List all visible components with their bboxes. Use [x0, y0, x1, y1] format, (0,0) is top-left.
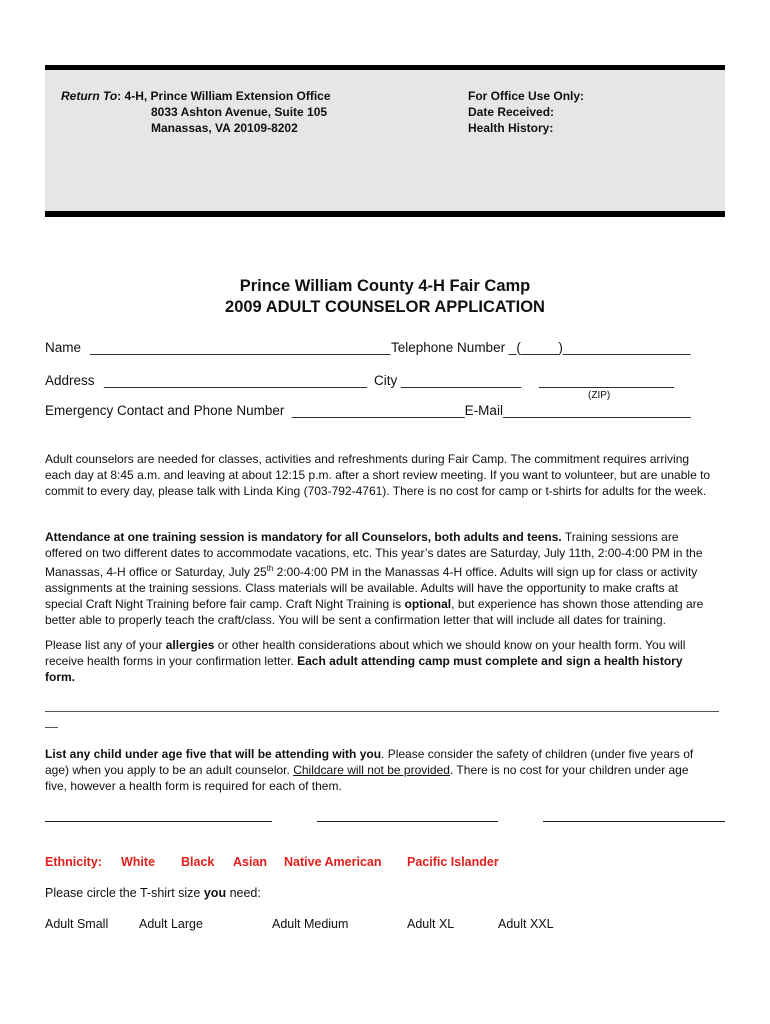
child-answer-line-1[interactable] — [45, 821, 272, 822]
intro-line: each day at 8:45 a.m. and leaving at about 12:15 p.m. after a short review meeting. If you want to volunteer, but are unable to — [45, 468, 711, 482]
child-answer-line-3[interactable] — [543, 821, 725, 822]
child-answer-line-2[interactable] — [317, 821, 498, 822]
date-received-label: Date Received: — [468, 105, 555, 119]
child-paragraph — [45, 746, 730, 794]
allergy-answer-line[interactable] — [45, 711, 719, 712]
ethnicity-option-pacific-islander[interactable]: Pacific Islander — [407, 855, 499, 869]
ethnicity-label: Ethnicity: — [45, 855, 102, 869]
allergy-paragraph — [45, 637, 730, 685]
tshirt-size-xxl[interactable]: Adult XXL — [498, 917, 554, 931]
superscript: th — [266, 564, 274, 573]
allergies-bold: allergies — [165, 638, 215, 652]
return-to-label: Return To — [61, 89, 118, 103]
zip-label: (ZIP) — [588, 390, 611, 401]
tshirt-size-small[interactable]: Adult Small — [45, 917, 109, 931]
optional-bold: optional — [404, 597, 452, 611]
allergy-text: Please list any of your — [45, 638, 166, 652]
training-text: , but experience has shown those attending are — [451, 597, 704, 611]
return-to-line3: Manassas, VA 20109-8202 — [151, 121, 298, 135]
training-line — [45, 596, 730, 612]
training-line — [45, 529, 730, 545]
training-paragraph — [45, 529, 730, 628]
ethnicity-option-native-american[interactable]: Native American — [284, 855, 382, 869]
health-history-label: Health History: — [468, 121, 554, 135]
allergy-answer-line-end — [45, 727, 58, 728]
ethnicity-option-asian[interactable]: Asian — [233, 855, 268, 869]
child-line — [45, 746, 730, 762]
child-line — [45, 762, 730, 778]
child-text: age) when you apply to be an adult counselor. — [45, 763, 294, 777]
return-to-line2: 8033 Ashton Avenue, Suite 105 — [151, 105, 328, 119]
emergency-email-field[interactable]: _______________________E-Mail_________________________ — [292, 403, 691, 418]
tshirt-prompt-bold: you — [203, 886, 227, 900]
health-history-bold: Each adult attending camp must complete and sign a health history — [297, 654, 683, 668]
address-label: Address — [45, 373, 95, 388]
training-line: assignments at the training sessions. Class materials will be available. Adults will have the opportunity to make crafts at — [45, 581, 678, 595]
zip-field[interactable]: __________________ — [539, 373, 675, 388]
telephone-field[interactable]: Telephone Number _(_____)_________________ — [391, 340, 691, 355]
tshirt-prompt-text: Please circle the T-shirt size — [45, 886, 204, 900]
training-line: better able to properly teach the craft/class. You will be sent a confirmation letter that will include all dates for training. — [45, 613, 666, 627]
bottom-rule — [45, 211, 725, 217]
address-field[interactable]: ___________________________________ — [104, 373, 367, 388]
tshirt-size-xl[interactable]: Adult XL — [407, 917, 455, 931]
allergy-line — [45, 637, 730, 653]
name-field[interactable]: ________________________________________ — [90, 340, 391, 355]
training-text: 2:00-4:00 PM in the Manassas 4-H office. Adults will sign up for class or activity — [273, 565, 698, 579]
training-text: special Craft Night Training before fair camp. Craft Night Training is — [45, 597, 405, 611]
child-line: five, however a health form is required for each of them. — [45, 779, 342, 793]
intro-line: commit to every day, please talk with Linda King (703-792-4761). There is no cost for camp or t-shirts for adults for the week. — [45, 484, 707, 498]
allergy-line — [45, 653, 730, 669]
office-use-label: For Office Use Only: — [468, 89, 585, 103]
allergy-text: or other health considerations about which we should know on your health form. You will — [214, 638, 686, 652]
ethnicity-option-black[interactable]: Black — [181, 855, 215, 869]
name-label: Name — [45, 340, 82, 355]
emergency-label: Emergency Contact and Phone Number — [45, 403, 285, 418]
child-text: . Please consider the safety of children (under five years of — [381, 747, 694, 761]
training-line — [45, 561, 730, 580]
training-line: offered on two different dates to accommodate vacations, etc. This year’s dates are Saturday, July 11th, 2:00-4:00 PM in the — [45, 546, 703, 560]
intro-line: Adult counselors are needed for classes, activities and refreshments during Fair Camp. The commitment requires arriving — [45, 452, 690, 466]
page-subtitle: 2009 ADULT COUNSELOR APPLICATION — [225, 298, 545, 316]
tshirt-size-medium[interactable]: Adult Medium — [272, 917, 349, 931]
allergy-text: receive health forms in your confirmation letter. — [45, 654, 298, 668]
tshirt-prompt-text: need: — [226, 886, 261, 900]
intro-paragraph — [45, 451, 730, 499]
tshirt-prompt — [45, 886, 261, 900]
return-to-office: : 4-H, Prince William Extension Office — [117, 89, 331, 103]
child-text: . There is no cost for your children under age — [449, 763, 689, 777]
tshirt-size-large[interactable]: Adult Large — [139, 917, 203, 931]
training-text: Manassas, 4-H office or Saturday, July 25 — [45, 565, 267, 579]
return-to-line1 — [61, 88, 331, 104]
child-bold: List any child under age five that will be attending with you — [45, 747, 382, 761]
ethnicity-option-white[interactable]: White — [121, 855, 156, 869]
allergy-line — [45, 669, 730, 685]
training-bold: Attendance at one training session is mandatory for all Counselors, both adults and teens. — [45, 530, 562, 544]
form-bold: form. — [45, 670, 75, 684]
city-field[interactable]: City ________________ — [374, 373, 522, 388]
training-text: Training sessions are — [561, 530, 679, 544]
childcare-underline: Childcare will not be provided — [293, 763, 450, 777]
page-title: Prince William County 4-H Fair Camp — [239, 277, 531, 295]
